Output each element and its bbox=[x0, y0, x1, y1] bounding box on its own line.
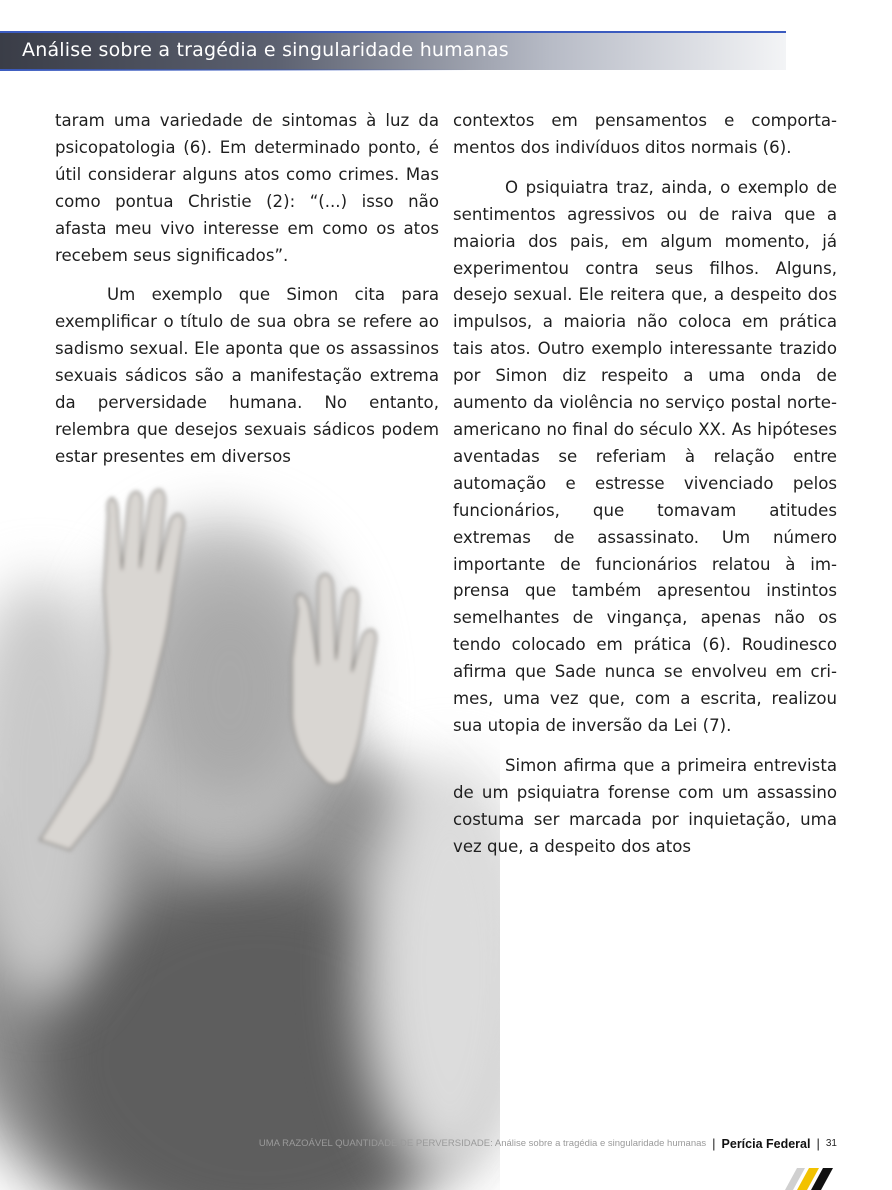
page-number: 31 bbox=[825, 1138, 837, 1149]
left-paragraph-2: Um exemplo que Simon cita para exemplificar o título de sua obra se refere ao sadismo sexual. Ele aponta que os assassinos sexuais sádicos são a manifestação extrema da perversidade humana. No entanto, relembra que desejos sexuais sádicos podem estar presentes em diversos bbox=[55, 285, 439, 466]
right-paragraph-3: Simon afirma que a primeira entrevista de um psiquiatra forense com um assassino costuma ser marcada por inquietação, uma vez que, a despeito dos atos bbox=[453, 755, 837, 856]
running-header bbox=[0, 31, 786, 70]
right-text-column bbox=[453, 108, 837, 873]
left-text-column bbox=[55, 108, 439, 484]
footer-brand: Perícia Federal bbox=[721, 1136, 811, 1151]
left-paragraph-1: taram uma variedade de sintomas à luz da psicopatologia (6). Em determinado ponto, é útil considerar alguns atos como crimes. Mas como pontua Christie (2): “(...) isso não afasta meu vivo interesse em como os atos recebem seus significados”. bbox=[55, 111, 439, 265]
page-footer bbox=[259, 1136, 837, 1151]
footer-separator-2: | bbox=[816, 1136, 820, 1151]
footer-running-title: UMA RAZOÁVEL QUANTIDADE DE PERVERSIDADE: Análise sobre a tragédia e singularidade humanas bbox=[258, 1138, 707, 1149]
diagonal-stripes-logo bbox=[785, 1168, 833, 1190]
right-paragraph-2: O psiquiatra traz, ainda, o exemplo de sentimentos agressivos ou de raiva que a maioria dos pais, em algum momento, já experimentou contra seus filhos. Alguns, desejo sexual. Ele reitera que, a despeito dos impulsos, a maioria não coloca em prática tais atos. Outro exemplo interessante trazido por Simon diz respeito a uma onda de aumento da violência no serviço postal norte-americano no final do século XX. As hipóteses aventadas se referiam à relação entre automação e estresse vivenciado pelos funcionários, que tomavam atitudes extremas de assassinato. Um número importante de funcionários relatou à imprensa que também apresentou instintos semelhantes de vingança, apenas não os tendo colocado em prática (6). Roudinesco afirma que Sade nunca se envolveu em crimes, uma vez que, com a escrita, realizou sua utopia de inversão da Lei (7). bbox=[453, 177, 837, 735]
header-rule bbox=[0, 69, 470, 71]
hands-behind-frosted-glass-image bbox=[0, 460, 500, 1190]
header-title: Análise sobre a tragédia e singularidade humanas bbox=[22, 39, 509, 61]
right-paragraph-1: contextos em pensamentos e comportamentos dos indivíduos ditos normais (6). bbox=[453, 111, 837, 157]
hands-icon bbox=[0, 460, 500, 1190]
footer-separator: | bbox=[712, 1136, 716, 1151]
